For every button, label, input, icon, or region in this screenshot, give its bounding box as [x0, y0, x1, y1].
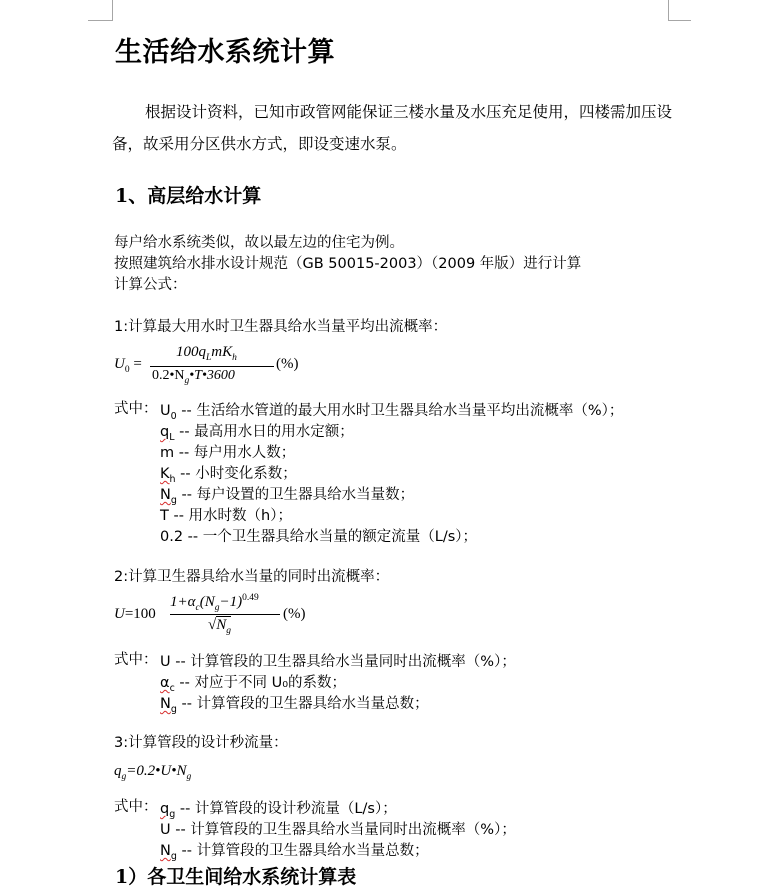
defs-lead: 式中：	[114, 799, 158, 815]
defs-lead: 式中：	[114, 401, 158, 417]
table-heading-cut-off: 1）各卫生间给水系统计算表	[115, 866, 357, 888]
formula-1-fraction-bar	[150, 366, 274, 367]
page-title: 生活给水系统计算	[115, 37, 335, 68]
def-item: U -- 计算管段的卫生器具给水当量同时出流概率（%）；	[160, 822, 516, 838]
section-line: 计算公式：	[114, 277, 187, 293]
formula-2-percent: (%)	[283, 606, 306, 622]
step1-heading: 1:计算最大用水时卫生器具给水当量平均出流概率：	[114, 319, 448, 335]
def-item: $K_h$ -- 小时变化系数；	[160, 466, 297, 485]
def-item: m -- 每户用水人数；	[160, 445, 296, 461]
def-item: 0.2 -- 一个卫生器具给水当量的额定流量（L/s）；	[160, 529, 478, 545]
section-line: 按照建筑给水排水设计规范（GB 50015-2003）（2009 年版）进行计算	[114, 256, 582, 272]
def-item: $q_L$ -- 最高用水日的用水定额；	[160, 424, 354, 443]
def-item: T -- 用水时数（h）；	[160, 508, 292, 524]
formula-2-fraction-bar	[170, 614, 280, 615]
formula-2: U=100	[114, 606, 156, 622]
def-item: $\alpha_c$ -- 对应于不同 U₀的系数；	[160, 675, 347, 694]
crop-mark-right	[668, 0, 691, 21]
crop-mark-left	[88, 0, 113, 21]
formula-2-denominator: $√N_g$	[208, 617, 231, 636]
section-line: 每户给水系统类似，故以最左边的住宅为例。	[114, 235, 404, 251]
formula-1-percent: (%)	[276, 356, 299, 372]
def-item: $N_g$ -- 计算管段的卫生器具给水当量总数；	[160, 843, 429, 862]
formula-3: $q_g=0.2•U•N_g$	[114, 763, 192, 782]
step3-heading: 3:计算管段的设计秒流量：	[114, 735, 288, 751]
formula-1: $U_0$ =	[114, 356, 142, 375]
defs-lead: 式中：	[114, 652, 158, 668]
def-item: $N_g$ -- 计算管段的卫生器具给水当量总数；	[160, 696, 429, 715]
def-item: $N_g$ -- 每户设置的卫生器具给水当量数；	[160, 487, 415, 506]
def-item: U -- 计算管段的卫生器具给水当量同时出流概率（%）；	[160, 654, 516, 670]
def-item: $U_0$ -- 生活给水管道的最大用水时卫生器具给水当量平均出流概率（%）；	[160, 403, 624, 422]
intro-paragraph: 根据设计资料，已知市政管网能保证三楼水量及水压充足使用，四楼需加压设备，故采用分区供水方式，即设变速水泵。	[112, 103, 673, 153]
formula-2-numerator: $1+\alpha_c(N_g-1)^{0.49}$	[170, 593, 259, 613]
formula-1-numerator: $100q_LmK_h$	[176, 344, 237, 363]
section-heading: 1、高层给水计算	[115, 185, 262, 207]
step2-heading: 2:计算卫生器具给水当量的同时出流概率：	[114, 569, 390, 585]
formula-1-denominator: $0.2•N_g•T•3600$	[152, 368, 235, 386]
def-item: $q_g$ -- 计算管段的设计秒流量（L/s）；	[160, 801, 397, 820]
